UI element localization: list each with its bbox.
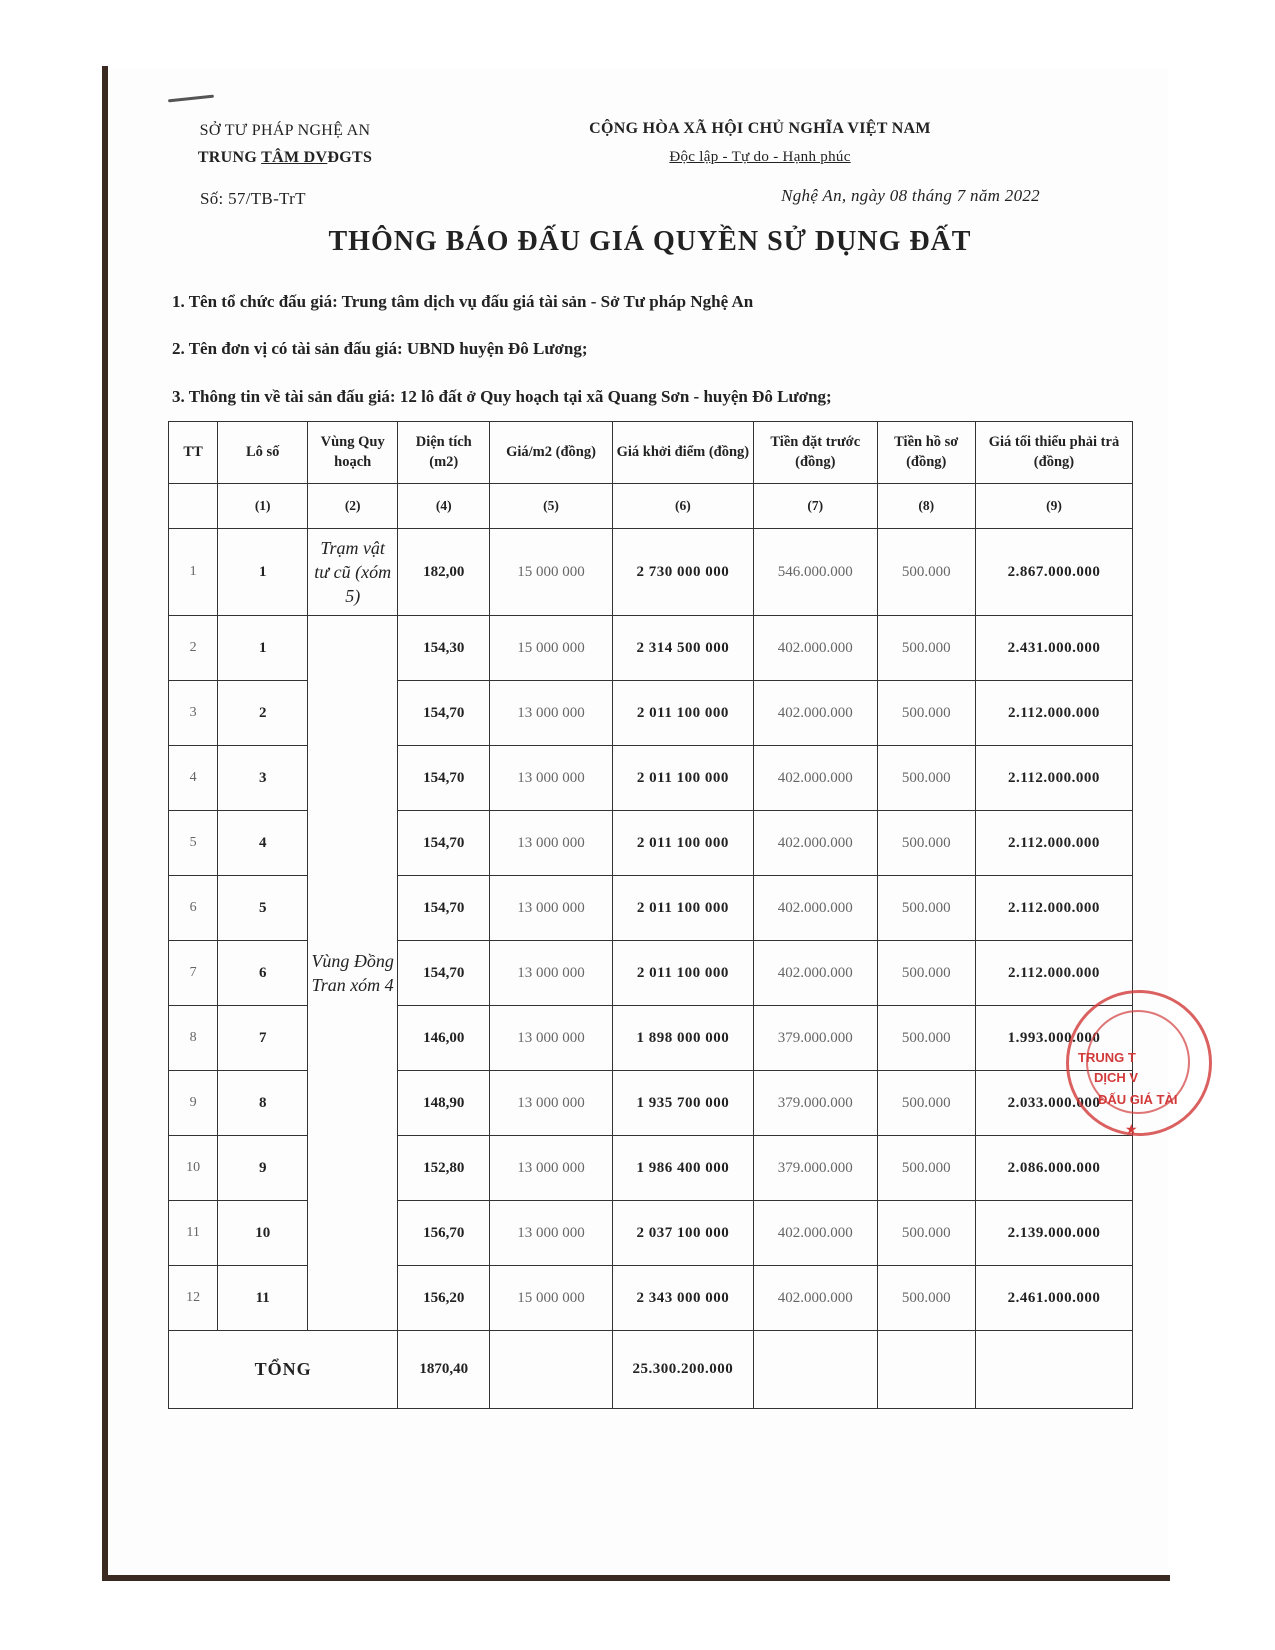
row-min-price-cell: 2.112.000.000: [975, 876, 1132, 941]
row-lot-cell: 8: [218, 1071, 308, 1136]
row-area-cell: 154,70: [398, 811, 490, 876]
row-lot-cell: 2: [218, 681, 308, 746]
seal-text-1: TRUNG T: [1078, 1050, 1136, 1065]
row-deposit-cell: 379.000.000: [754, 1071, 878, 1136]
row-start-price-cell: 2 314 500 000: [612, 616, 753, 681]
row-area-cell: 152,80: [398, 1136, 490, 1201]
row-min-price-cell: 2.112.000.000: [975, 746, 1132, 811]
row-area-cell: 154,70: [398, 876, 490, 941]
scan-edge-bottom: [102, 1575, 1170, 1581]
row-tt-cell: 8: [169, 1006, 218, 1071]
row-area-cell: 154,30: [398, 616, 490, 681]
land-lots-table: [168, 421, 1133, 1409]
item-asset-info: 3. Thông tin về tài sản đấu giá: 12 lô đất ở Quy hoạch tại xã Quang Sơn - huyện Đô Lương;: [172, 387, 832, 406]
row-tt-cell: 5: [169, 811, 218, 876]
total-area-cell: 1870,40: [398, 1331, 490, 1409]
row-start-price-cell: 2 011 100 000: [612, 681, 753, 746]
row-fee-cell: 500.000: [877, 1006, 975, 1071]
total-empty-cell: [975, 1331, 1132, 1409]
row-area-cell: 148,90: [398, 1071, 490, 1136]
row-area-cell: 154,70: [398, 746, 490, 811]
row-lot-cell: 10: [218, 1201, 308, 1266]
row-start-price-cell: 1 898 000 000: [612, 1006, 753, 1071]
row-price-m2-cell: 13 000 000: [490, 1006, 612, 1071]
index-cell: (2): [308, 484, 398, 529]
row-fee-cell: 500.000: [877, 1071, 975, 1136]
row-deposit-cell: 402.000.000: [754, 616, 878, 681]
row-price-m2-cell: 15 000 000: [490, 529, 612, 616]
total-start-price-cell: 25.300.200.000: [612, 1331, 753, 1409]
row-start-price-cell: 2 011 100 000: [612, 941, 753, 1006]
row-area-cell: 156,20: [398, 1266, 490, 1331]
row-fee-cell: 500.000: [877, 1266, 975, 1331]
org-line-2: [190, 149, 380, 167]
row-lot-cell: 1: [218, 529, 308, 616]
row-start-price-cell: 2 011 100 000: [612, 746, 753, 811]
row-price-m2-cell: 13 000 000: [490, 681, 612, 746]
nation-title: CỘNG HÒA XÃ HỘI CHỦ NGHĨA VIỆT NAM: [589, 120, 931, 137]
row-fee-cell: 500.000: [877, 1201, 975, 1266]
row-lot-cell: 6: [218, 941, 308, 1006]
row-deposit-cell: 546.000.000: [754, 529, 878, 616]
row-price-m2-cell: 13 000 000: [490, 876, 612, 941]
row-area-cell: 154,70: [398, 941, 490, 1006]
index-row: [169, 484, 1133, 529]
row-min-price-cell: 2.033.000.000: [975, 1071, 1132, 1136]
motto: Độc lập - Tự do - Hạnh phúc: [669, 149, 851, 165]
col-header-area: Diện tích (m2): [398, 422, 490, 484]
total-label-cell: TỔNG: [169, 1331, 398, 1409]
row-area-cell: 146,00: [398, 1006, 490, 1071]
row-min-price-cell: 2.139.000.000: [975, 1201, 1132, 1266]
row-deposit-cell: 402.000.000: [754, 1266, 878, 1331]
org-line-1: SỞ TƯ PHÁP NGHỆ AN: [199, 122, 371, 139]
row-tt-cell: 9: [169, 1071, 218, 1136]
index-cell: (7): [754, 484, 878, 529]
col-header-lot: Lô số: [218, 422, 308, 484]
row-price-m2-cell: 13 000 000: [490, 746, 612, 811]
row-tt-cell: 12: [169, 1266, 218, 1331]
total-row: [169, 1331, 1133, 1409]
zone-cell: Vùng Đồng Tran xóm 4: [308, 616, 398, 1331]
row-fee-cell: 500.000: [877, 616, 975, 681]
row-area-cell: 156,70: [398, 1201, 490, 1266]
row-deposit-cell: 402.000.000: [754, 876, 878, 941]
row-fee-cell: 500.000: [877, 529, 975, 616]
row-deposit-cell: 379.000.000: [754, 1006, 878, 1071]
row-price-m2-cell: 13 000 000: [490, 1201, 612, 1266]
col-header-deposit: Tiền đặt trước (đồng): [754, 422, 878, 484]
row-start-price-cell: 2 011 100 000: [612, 876, 753, 941]
row-deposit-cell: 402.000.000: [754, 811, 878, 876]
row-lot-cell: 5: [218, 876, 308, 941]
index-cell: (1): [218, 484, 308, 529]
row-min-price-cell: 2.112.000.000: [975, 681, 1132, 746]
index-cell: (6): [612, 484, 753, 529]
row-price-m2-cell: 13 000 000: [490, 811, 612, 876]
index-cell: (9): [975, 484, 1132, 529]
row-min-price-cell: 2.112.000.000: [975, 941, 1132, 1006]
table-row: [169, 616, 1133, 681]
row-fee-cell: 500.000: [877, 941, 975, 1006]
row-start-price-cell: 1 986 400 000: [612, 1136, 753, 1201]
index-cell: (8): [877, 484, 975, 529]
row-min-price-cell: 2.112.000.000: [975, 811, 1132, 876]
zone-cell: Trạm vật tư cũ (xóm 5): [308, 529, 398, 616]
index-cell: [169, 484, 218, 529]
col-header-price-m2: Giá/m2 (đồng): [490, 422, 612, 484]
row-area-cell: 182,00: [398, 529, 490, 616]
seal-text-2: DỊCH V: [1094, 1070, 1139, 1085]
document-number: Số: 57/TB-TrT: [200, 189, 306, 208]
total-empty-cell: [877, 1331, 975, 1409]
row-lot-cell: 7: [218, 1006, 308, 1071]
row-min-price-cell: 2.086.000.000: [975, 1136, 1132, 1201]
row-start-price-cell: 2 343 000 000: [612, 1266, 753, 1331]
row-lot-cell: 3: [218, 746, 308, 811]
row-start-price-cell: 1 935 700 000: [612, 1071, 753, 1136]
row-start-price-cell: 2 730 000 000: [612, 529, 753, 616]
place-date: Nghệ An, ngày 08 tháng 7 năm 2022: [781, 186, 1040, 205]
row-tt-cell: 3: [169, 681, 218, 746]
row-area-cell: 154,70: [398, 681, 490, 746]
index-cell: (5): [490, 484, 612, 529]
index-cell: (4): [398, 484, 490, 529]
row-fee-cell: 500.000: [877, 1136, 975, 1201]
row-fee-cell: 500.000: [877, 811, 975, 876]
row-deposit-cell: 402.000.000: [754, 1201, 878, 1266]
row-tt-cell: 4: [169, 746, 218, 811]
row-tt-cell: 7: [169, 941, 218, 1006]
row-min-price-cell: 2.431.000.000: [975, 616, 1132, 681]
col-header-zone: Vùng Quy hoạch: [308, 422, 398, 484]
row-tt-cell: 10: [169, 1136, 218, 1201]
row-fee-cell: 500.000: [877, 681, 975, 746]
row-price-m2-cell: 15 000 000: [490, 616, 612, 681]
row-deposit-cell: 402.000.000: [754, 941, 878, 1006]
item-auction-organization: 1. Tên tổ chức đấu giá: Trung tâm dịch vụ đấu giá tài sản - Sở Tư pháp Nghệ An: [172, 292, 754, 311]
item-asset-owner: 2. Tên đơn vị có tài sản đấu giá: UBND huyện Đô Lương;: [172, 339, 588, 358]
row-lot-cell: 4: [218, 811, 308, 876]
row-tt-cell: 11: [169, 1201, 218, 1266]
row-deposit-cell: 402.000.000: [754, 746, 878, 811]
row-min-price-cell: 1.993.000.000: [975, 1006, 1132, 1071]
org-line-2-part-c: ĐGTS: [327, 149, 373, 166]
row-price-m2-cell: 13 000 000: [490, 941, 612, 1006]
total-empty-cell: [754, 1331, 878, 1409]
col-header-min-price: Giá tối thiểu phải trả (đồng): [975, 422, 1132, 484]
document-title: THÔNG BÁO ĐẤU GIÁ QUYỀN SỬ DỤNG ĐẤT: [328, 226, 972, 257]
row-tt-cell: 6: [169, 876, 218, 941]
row-fee-cell: 500.000: [877, 876, 975, 941]
row-min-price-cell: 2.867.000.000: [975, 529, 1132, 616]
row-min-price-cell: 2.461.000.000: [975, 1266, 1132, 1331]
col-header-fee: Tiền hồ sơ (đồng): [877, 422, 975, 484]
row-fee-cell: 500.000: [877, 746, 975, 811]
col-header-start-price: Giá khởi điểm (đồng): [612, 422, 753, 484]
row-lot-cell: 9: [218, 1136, 308, 1201]
row-start-price-cell: 2 037 100 000: [612, 1201, 753, 1266]
seal-star-icon: ★: [1125, 1123, 1138, 1138]
org-line-2-part-b: TÂM DV: [261, 149, 328, 166]
col-header-tt: TT: [169, 422, 218, 484]
row-tt-cell: 1: [169, 529, 218, 616]
row-deposit-cell: 402.000.000: [754, 681, 878, 746]
row-lot-cell: 11: [218, 1266, 308, 1331]
row-price-m2-cell: 13 000 000: [490, 1071, 612, 1136]
seal-text-3: ĐẤU GIÁ TÀI: [1098, 1092, 1178, 1107]
row-price-m2-cell: 13 000 000: [490, 1136, 612, 1201]
table-row: [169, 529, 1133, 616]
row-tt-cell: 2: [169, 616, 218, 681]
org-line-2-part-a: TRUNG: [197, 149, 262, 166]
scan-edge-left: [102, 66, 108, 1580]
header-row: [169, 422, 1133, 484]
row-start-price-cell: 2 011 100 000: [612, 811, 753, 876]
row-deposit-cell: 379.000.000: [754, 1136, 878, 1201]
total-empty-cell: [490, 1331, 612, 1409]
row-price-m2-cell: 15 000 000: [490, 1266, 612, 1331]
row-lot-cell: 1: [218, 616, 308, 681]
